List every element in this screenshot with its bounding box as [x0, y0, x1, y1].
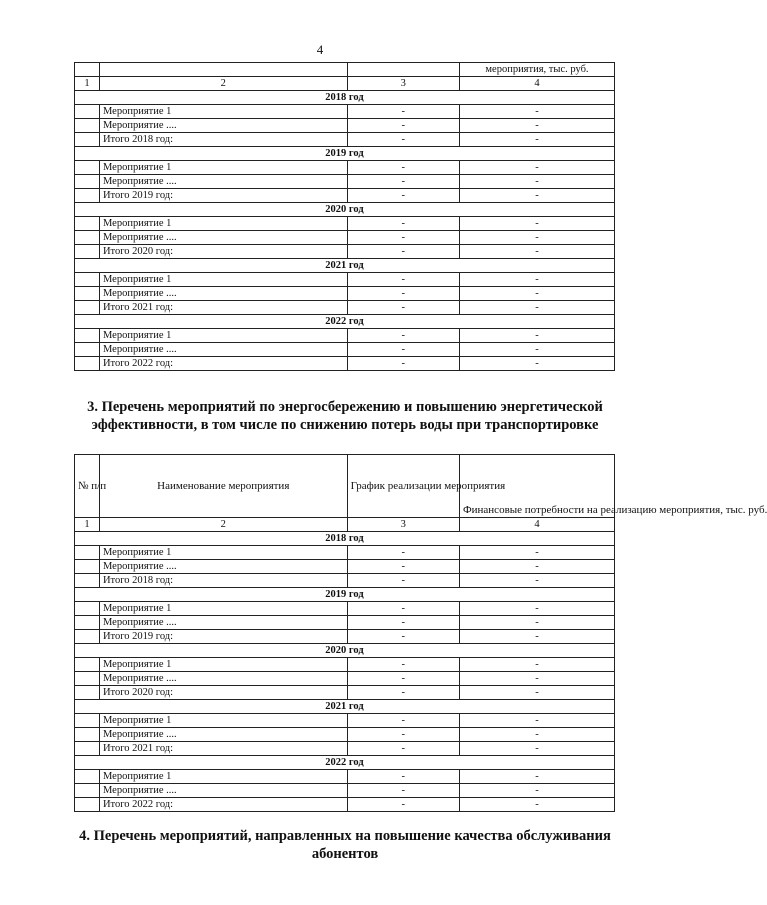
schedule-value: -: [347, 714, 459, 728]
schedule-value: -: [347, 560, 459, 574]
measure-name: Мероприятие ....: [99, 784, 347, 798]
schedule-value: -: [347, 658, 459, 672]
header-finance: Финансовые потребности на реализацию мероприятия, тыс. руб.: [459, 455, 614, 518]
row-number-cell: [75, 560, 100, 574]
schedule-value: -: [347, 329, 459, 343]
year-row: [75, 203, 615, 217]
total-row: [75, 189, 615, 203]
finance-value: -: [459, 784, 614, 798]
table-row: [75, 231, 615, 245]
finance-value: -: [459, 105, 614, 119]
year-row: [75, 91, 615, 105]
schedule-value: -: [347, 301, 459, 315]
row-number-cell: [75, 119, 100, 133]
table-row: [75, 546, 615, 560]
total-row: [75, 133, 615, 147]
total-row: [75, 742, 615, 756]
year-row: [75, 147, 615, 161]
finance-value: -: [459, 714, 614, 728]
measure-name: Итого 2020 год:: [99, 245, 347, 259]
total-row: [75, 798, 615, 812]
schedule-value: -: [347, 175, 459, 189]
table-row: [75, 784, 615, 798]
table-row: [75, 273, 615, 287]
finance-value: -: [459, 602, 614, 616]
table-row: [75, 672, 615, 686]
row-number-cell: [75, 770, 100, 784]
schedule-value: -: [347, 784, 459, 798]
row-number-cell: [75, 189, 100, 203]
finance-value: -: [459, 574, 614, 588]
finance-value: -: [459, 798, 614, 812]
schedule-value: -: [347, 287, 459, 301]
schedule-value: -: [347, 574, 459, 588]
table-header-row: [75, 455, 615, 518]
finance-value: -: [459, 301, 614, 315]
table-row: [75, 105, 615, 119]
schedule-value: -: [347, 245, 459, 259]
finance-value: -: [459, 119, 614, 133]
measure-name: Итого 2022 год:: [99, 798, 347, 812]
schedule-value: -: [347, 119, 459, 133]
row-number-cell: [75, 672, 100, 686]
schedule-value: -: [347, 217, 459, 231]
table-row: [75, 714, 615, 728]
finance-value: -: [459, 161, 614, 175]
row-number-cell: [75, 602, 100, 616]
schedule-value: -: [347, 742, 459, 756]
schedule-value: -: [347, 798, 459, 812]
table-row: [75, 287, 615, 301]
year-row: [75, 644, 615, 658]
schedule-value: -: [347, 161, 459, 175]
measure-name: Итого 2019 год:: [99, 189, 347, 203]
total-row: [75, 245, 615, 259]
measure-name: Мероприятие ....: [99, 672, 347, 686]
measure-name: Итого 2019 год:: [99, 630, 347, 644]
row-number-cell: [75, 784, 100, 798]
year-row: [75, 756, 615, 770]
year-heading: 2021 год: [75, 259, 615, 273]
schedule-value: -: [347, 602, 459, 616]
total-row: [75, 301, 615, 315]
table-row: [75, 616, 615, 630]
finance-value: -: [459, 686, 614, 700]
table-row: [75, 770, 615, 784]
row-number-cell: [75, 105, 100, 119]
schedule-value: -: [347, 686, 459, 700]
finance-value: -: [459, 245, 614, 259]
finance-value: -: [459, 672, 614, 686]
header-schedule: График реализации мероприятия: [347, 455, 459, 518]
schedule-value: -: [347, 105, 459, 119]
row-number-cell: [75, 728, 100, 742]
row-number-cell: [75, 301, 100, 315]
measure-name: Мероприятие ....: [99, 728, 347, 742]
row-number-cell: [75, 273, 100, 287]
schedule-value: -: [347, 770, 459, 784]
finance-value: -: [459, 770, 614, 784]
total-row: [75, 686, 615, 700]
row-number-cell: [75, 343, 100, 357]
row-number-cell: [75, 161, 100, 175]
finance-value: -: [459, 217, 614, 231]
schedule-value: -: [347, 231, 459, 245]
row-number-cell: [75, 217, 100, 231]
year-heading: 2019 год: [75, 147, 615, 161]
year-row: [75, 315, 615, 329]
row-number-cell: [75, 616, 100, 630]
measure-name: Мероприятие 1: [99, 161, 347, 175]
row-number-cell: [75, 175, 100, 189]
year-row: [75, 259, 615, 273]
measure-name: Мероприятие 1: [99, 105, 347, 119]
finance-value: -: [459, 616, 614, 630]
year-row: [75, 700, 615, 714]
measure-name: Итого 2021 год:: [99, 742, 347, 756]
measure-name: Мероприятие 1: [99, 770, 347, 784]
year-heading: 2020 год: [75, 644, 615, 658]
finance-value: -: [459, 357, 614, 371]
year-row: [75, 588, 615, 602]
measure-name: Мероприятие 1: [99, 714, 347, 728]
year-heading: 2022 год: [75, 756, 615, 770]
table-row: [75, 560, 615, 574]
schedule-value: -: [347, 189, 459, 203]
row-number-cell: [75, 742, 100, 756]
measure-name: Итого 2022 год:: [99, 357, 347, 371]
finance-value: -: [459, 630, 614, 644]
row-number-cell: [75, 798, 100, 812]
row-number-cell: [75, 686, 100, 700]
table-row: [75, 119, 615, 133]
row-number-cell: [75, 133, 100, 147]
table-row: [75, 728, 615, 742]
header-finance-tail: мероприятия, тыс. руб.: [459, 63, 614, 77]
finance-value: -: [459, 273, 614, 287]
table-row: [75, 175, 615, 189]
schedule-value: -: [347, 546, 459, 560]
table-row: [75, 343, 615, 357]
measure-name: Мероприятие ....: [99, 287, 347, 301]
schedule-value: -: [347, 133, 459, 147]
year-heading: 2020 год: [75, 203, 615, 217]
total-row: [75, 357, 615, 371]
row-number-cell: [75, 574, 100, 588]
measure-name: Мероприятие 1: [99, 273, 347, 287]
measure-name: Мероприятие 1: [99, 602, 347, 616]
energy-saving-measures-table: [74, 454, 767, 812]
total-row: [75, 630, 615, 644]
measure-name: Мероприятие ....: [99, 616, 347, 630]
column-numbers-row: 1 2 3 4: [75, 77, 615, 91]
year-heading: 2021 год: [75, 700, 615, 714]
year-row: [75, 532, 615, 546]
header-name: Наименование мероприятия: [99, 455, 347, 518]
row-number-cell: [75, 546, 100, 560]
year-heading: 2019 год: [75, 588, 615, 602]
year-heading: 2018 год: [75, 532, 615, 546]
finance-value: -: [459, 175, 614, 189]
finance-value: -: [459, 560, 614, 574]
measure-name: Мероприятие 1: [99, 546, 347, 560]
schedule-value: -: [347, 273, 459, 287]
measure-name: Мероприятие ....: [99, 119, 347, 133]
finance-value: -: [459, 742, 614, 756]
row-number-cell: [75, 231, 100, 245]
section-3-title: 3. Перечень мероприятий по энергосбережению и повышению энергетической эффективности, в том числе по снижению потерь воды при транспортировке: [87, 399, 603, 433]
measure-name: Мероприятие 1: [99, 658, 347, 672]
table-row: [75, 658, 615, 672]
finance-value: -: [459, 343, 614, 357]
measure-name: Мероприятие ....: [99, 175, 347, 189]
finance-value: -: [459, 287, 614, 301]
measure-name: Мероприятие ....: [99, 560, 347, 574]
schedule-value: -: [347, 616, 459, 630]
header-number: № п/п: [75, 455, 100, 518]
measure-name: Мероприятие 1: [99, 217, 347, 231]
finance-value: -: [459, 658, 614, 672]
finance-value: -: [459, 728, 614, 742]
measure-name: Итого 2018 год:: [99, 133, 347, 147]
row-number-cell: [75, 357, 100, 371]
schedule-value: -: [347, 728, 459, 742]
measure-name: Итого 2020 год:: [99, 686, 347, 700]
row-number-cell: [75, 658, 100, 672]
table-row: [75, 602, 615, 616]
finance-value: -: [459, 231, 614, 245]
section-4-title: 4. Перечень мероприятий, направленных на повышение качества обслуживания абонентов: [79, 828, 611, 862]
finance-value: -: [459, 133, 614, 147]
row-number-cell: [75, 329, 100, 343]
schedule-value: -: [347, 630, 459, 644]
measure-name: Мероприятие ....: [99, 231, 347, 245]
row-number-cell: [75, 714, 100, 728]
year-heading: 2018 год: [75, 91, 615, 105]
year-heading: 2022 год: [75, 315, 615, 329]
table-row: [75, 161, 615, 175]
table-header-row-tail: [75, 63, 615, 77]
finance-value: -: [459, 329, 614, 343]
measure-name: Мероприятие ....: [99, 343, 347, 357]
column-numbers-row: 1 2 3 4: [75, 518, 615, 532]
total-row: [75, 574, 615, 588]
measure-name: Итого 2018 год:: [99, 574, 347, 588]
finance-value: -: [459, 189, 614, 203]
row-number-cell: [75, 287, 100, 301]
measure-name: Мероприятие 1: [99, 329, 347, 343]
schedule-value: -: [347, 672, 459, 686]
measures-table-continued: [74, 62, 615, 371]
schedule-value: -: [347, 357, 459, 371]
page-number: 4: [316, 42, 324, 57]
table-row: [75, 329, 615, 343]
finance-value: -: [459, 546, 614, 560]
row-number-cell: [75, 245, 100, 259]
schedule-value: -: [347, 343, 459, 357]
table-row: [75, 217, 615, 231]
measure-name: Итого 2021 год:: [99, 301, 347, 315]
row-number-cell: [75, 630, 100, 644]
